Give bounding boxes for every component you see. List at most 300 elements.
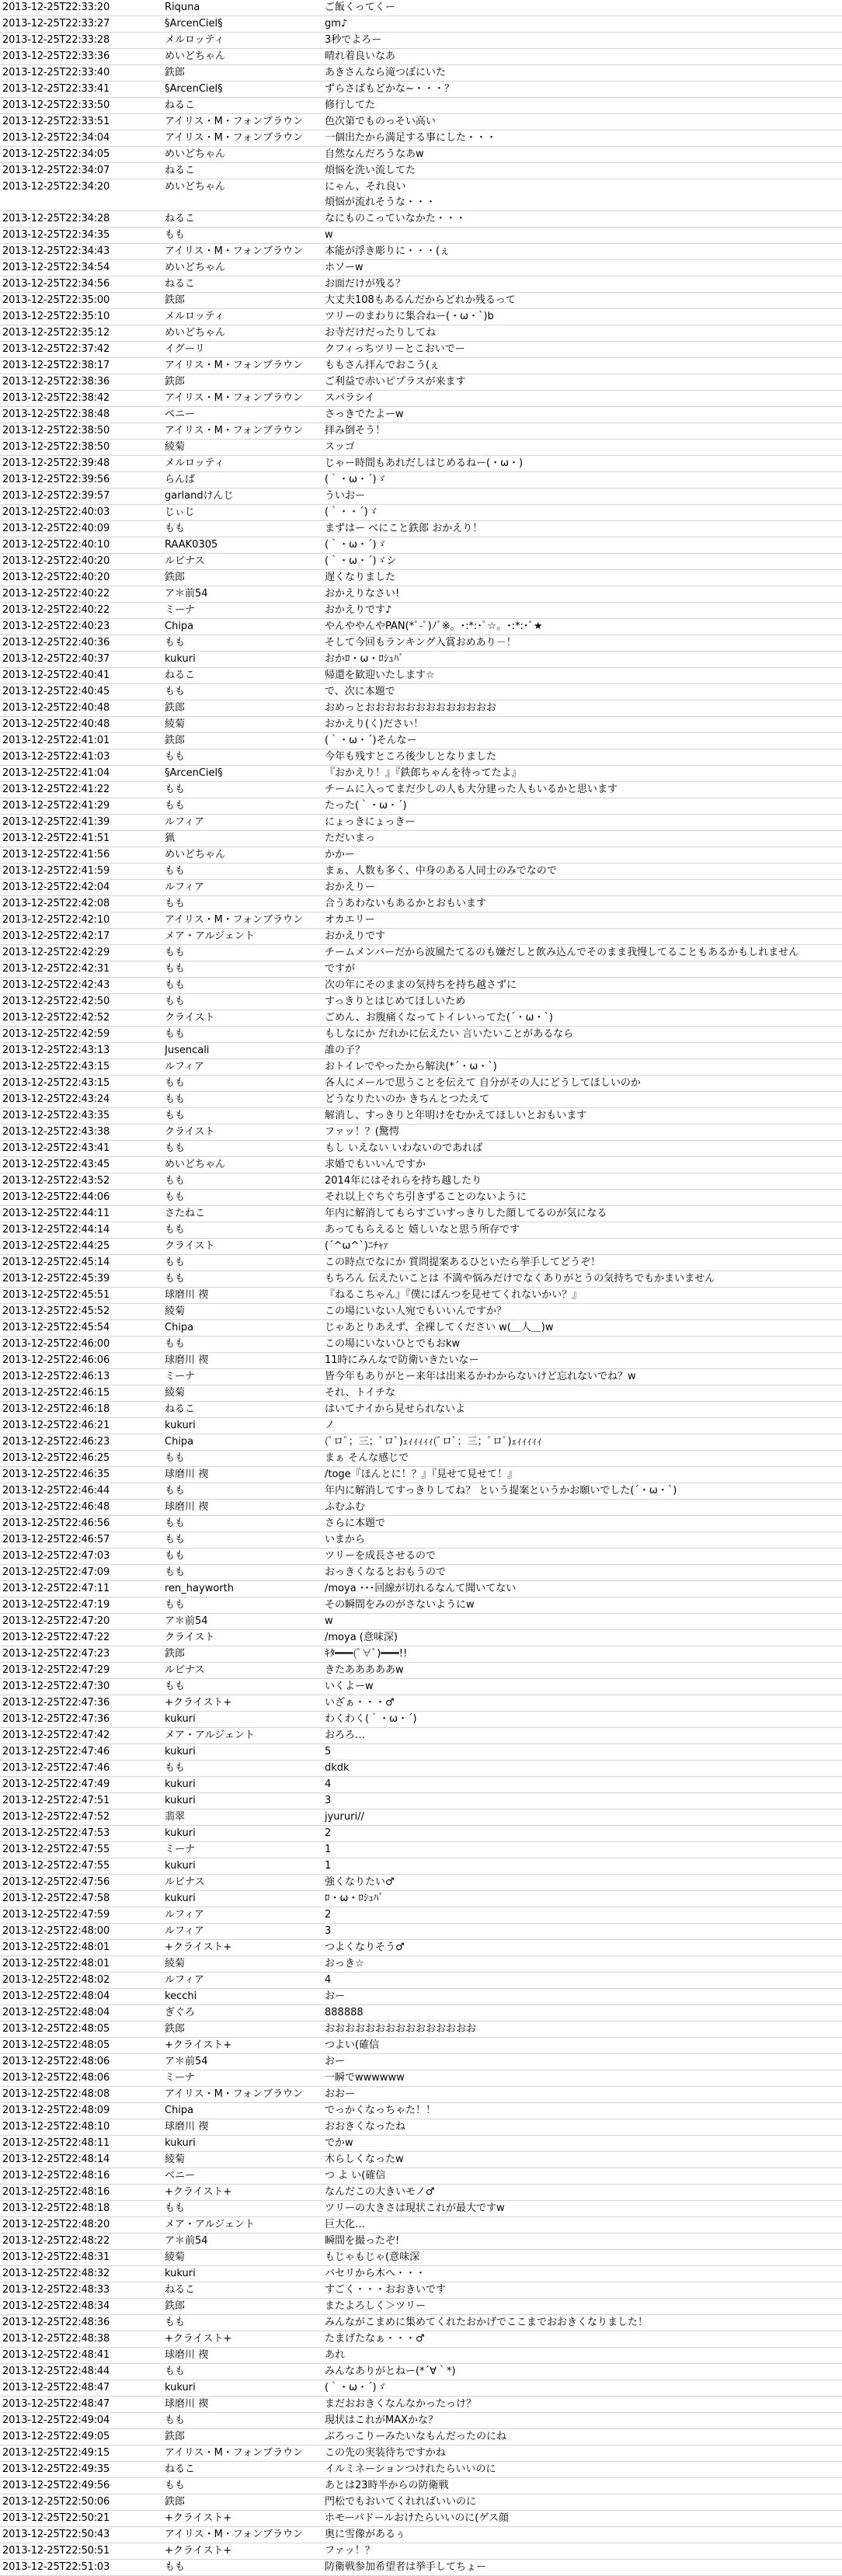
username-cell: もも (165, 2317, 186, 2328)
timestamp-cell: 2013-12-25T22:43:15 (2, 1077, 110, 1089)
username-cell: めいどちゃん (165, 50, 226, 62)
message-cell: おかﾛ・ω・ﾛｼｭﾊﾞ (325, 653, 404, 665)
log-row (0, 1239, 842, 1255)
log-row (0, 570, 842, 586)
log-row (0, 2152, 842, 2168)
message-cell: ツリーの大きさは現状これが最大ですw (325, 2202, 505, 2214)
log-row (0, 603, 842, 619)
message-cell: もし いえない いわないのであれば (325, 1142, 483, 1154)
message-cell: 煩悩を洗い流してた (325, 165, 416, 176)
username-cell: ルフィア (165, 1909, 204, 1921)
message-cell: おめっとおおおおおおおおおおおおお (325, 702, 496, 714)
message-cell: ツリーを成長させるので (325, 1550, 437, 1562)
username-cell: 綾菊 (165, 718, 186, 730)
message-cell: 3 (325, 1795, 332, 1806)
log-row (0, 1793, 842, 1809)
message-cell: あきさんなら滝つぼにいた (325, 67, 447, 78)
message-cell: バセリから木へ・・・ (325, 2268, 426, 2279)
message-cell: 修行してた (325, 99, 376, 111)
message-cell: おおー (325, 2088, 356, 2100)
username-cell: +クライスト+ (165, 1697, 232, 1709)
username-cell: 鉄郎 (165, 2496, 186, 2508)
username-cell: もも (165, 1273, 186, 1285)
log-row (0, 831, 842, 847)
username-cell: めいどちゃん (165, 849, 226, 860)
timestamp-cell: 2013-12-25T22:35:12 (2, 327, 110, 339)
message-cell: 誰の子？ (325, 1045, 366, 1056)
log-row (0, 1076, 842, 1092)
message-cell: 解消し、すっきりと年明けをむかえてほしいとおもいます (325, 1110, 587, 1121)
message-cell: 木らしくなったw (325, 2154, 404, 2165)
log-row (0, 2299, 842, 2315)
username-cell: アイリス・M・フォンブラウン (165, 392, 304, 404)
message-cell: もじゃもじゃ(意味深 (325, 2251, 420, 2263)
timestamp-cell: 2013-12-25T22:49:15 (2, 2447, 110, 2459)
username-cell: メア・アルジェント (165, 1730, 255, 1741)
log-row (0, 1940, 842, 1956)
log-row (0, 423, 842, 440)
message-cell: なんだこの大きいモノ♂ (325, 2186, 435, 2198)
timestamp-cell: 2013-12-25T22:51:03 (2, 2561, 110, 2573)
message-cell: 色次第でものっそい高い (325, 116, 436, 127)
timestamp-cell: 2013-12-25T22:50:51 (2, 2545, 110, 2557)
username-cell: もも (165, 523, 186, 534)
username-cell: メア・アルジェント (165, 2219, 255, 2230)
timestamp-cell: 2013-12-25T22:46:13 (2, 1371, 110, 1382)
message-cell: おっきくなるとおもうので (325, 1566, 447, 1578)
username-cell: +クライスト+ (165, 1942, 232, 1953)
timestamp-cell: 2013-12-25T22:45:39 (2, 1273, 110, 1285)
message-cell: イルミネーションつけれたらいいのに (325, 2463, 496, 2475)
message-cell: ホソーw (325, 262, 364, 273)
message-cell: おかえり(く)ださい！ (325, 718, 424, 730)
username-cell: 鉄郎 (165, 702, 186, 714)
log-row (0, 2005, 842, 2022)
message-cell: チームメンバーだから波風たてるのも嫌だしと飲み込んでそのまま我慢してることもあるかもしれません (325, 947, 799, 958)
username-cell: +クライスト+ (165, 2512, 232, 2524)
log-row (0, 2054, 842, 2070)
timestamp-cell: 2013-12-25T22:48:10 (2, 2121, 110, 2133)
log-row (0, 1549, 842, 1565)
username-cell: ルビナス (165, 555, 205, 567)
timestamp-cell: 2013-12-25T22:42:43 (2, 979, 110, 991)
username-cell: +クライスト+ (165, 2545, 232, 2557)
log-row (0, 276, 842, 293)
timestamp-cell: 2013-12-25T22:34:05 (2, 148, 110, 160)
log-row (0, 2315, 842, 2331)
username-cell: もも (165, 1077, 186, 1089)
timestamp-cell: 2013-12-25T22:34:28 (2, 213, 110, 224)
username-cell: もも (165, 963, 186, 975)
log-row (0, 488, 842, 505)
username-cell: ルビナス (165, 1664, 205, 1676)
log-row (0, 1434, 842, 1451)
username-cell: 綾菊 (165, 2251, 186, 2263)
username-cell: kukuri (165, 1713, 196, 1725)
timestamp-cell: 2013-12-25T22:47:36 (2, 1697, 110, 1709)
timestamp-cell: 2013-12-25T22:46:35 (2, 1469, 110, 1480)
username-cell: Chipa (165, 2105, 194, 2116)
log-row (0, 1125, 842, 1141)
log-row (0, 1989, 842, 2005)
message-cell: 各人にメールで思うことを伝えて 自分がその人にどうしてほしいのか (325, 1077, 641, 1089)
message-cell: つよい(確信 (325, 2039, 380, 2051)
log-row (0, 1271, 842, 1288)
timestamp-cell: 2013-12-25T22:46:48 (2, 1501, 110, 1513)
username-cell: kukuri (165, 1746, 196, 1757)
message-cell: お寺だけだったりしてね (325, 327, 437, 339)
log-row (0, 1646, 842, 1663)
timestamp-cell: 2013-12-25T22:46:23 (2, 1436, 110, 1448)
timestamp-cell: 2013-12-25T22:47:30 (2, 1681, 110, 1692)
timestamp-cell: 2013-12-25T22:45:52 (2, 1305, 110, 1317)
log-row (0, 2478, 842, 2494)
timestamp-cell: 2013-12-25T22:48:32 (2, 2268, 110, 2279)
timestamp-cell: 2013-12-25T22:41:56 (2, 849, 110, 860)
username-cell: もも (165, 800, 186, 812)
log-row (0, 1092, 842, 1108)
username-cell: ねるこ (165, 2284, 196, 2296)
username-cell: アイリス・M・フォンブラウン (165, 914, 304, 926)
message-cell: この場にいない人宛でもいいんですか？ (325, 1305, 507, 1317)
timestamp-cell: 2013-12-25T22:41:03 (2, 751, 110, 763)
username-cell: 綾菊 (165, 441, 186, 453)
timestamp-cell: 2013-12-25T22:43:35 (2, 1110, 110, 1121)
timestamp-cell: 2013-12-25T22:40:41 (2, 669, 110, 681)
username-cell: 鉄郎 (165, 735, 186, 746)
log-row (0, 374, 842, 391)
timestamp-cell: 2013-12-25T22:41:04 (2, 767, 110, 779)
message-cell: 2014年にはそれらを持ち越したり (325, 1175, 482, 1187)
username-cell: もも (165, 898, 186, 909)
message-cell: 1 (325, 1844, 332, 1855)
timestamp-cell: 2013-12-25T22:38:42 (2, 392, 110, 404)
log-row (0, 391, 842, 407)
message-cell: 3秒でよろー (325, 34, 382, 46)
log-row (0, 2494, 842, 2511)
timestamp-cell: 2013-12-25T22:41:29 (2, 800, 110, 812)
timestamp-cell: 2013-12-25T22:46:00 (2, 1338, 110, 1350)
timestamp-cell: 2013-12-25T22:43:38 (2, 1126, 110, 1138)
username-cell: kukuri (165, 2268, 196, 2279)
username-cell: §ArcenCiel§ (165, 767, 223, 779)
message-cell: にゃん、それ良い 煩悩が流れそうな・・・ (325, 181, 437, 208)
timestamp-cell: 2013-12-25T22:34:54 (2, 262, 110, 273)
message-cell: やんややんやPAN(*ﾟ-ﾟ)ﾉﾞ※。･:*:･ﾟ☆。･:*:･ﾟ★ (325, 621, 543, 632)
timestamp-cell: 2013-12-25T22:48:31 (2, 2251, 110, 2263)
log-row (0, 505, 842, 521)
log-row (0, 65, 842, 82)
log-row (0, 994, 842, 1010)
message-cell: 11時にみんなで防衛いきたいなー (325, 1354, 479, 1366)
log-row (0, 2070, 842, 2087)
timestamp-cell: 2013-12-25T22:33:51 (2, 116, 110, 127)
log-row (0, 700, 842, 717)
message-cell: ふむふむ (325, 1501, 366, 1513)
log-row (0, 815, 842, 831)
log-row (0, 260, 842, 276)
log-row (0, 163, 842, 179)
log-row (0, 293, 842, 309)
message-cell: ぶろっこりーみたいなもんだったのにね (325, 2431, 507, 2442)
timestamp-cell: 2013-12-25T22:33:20 (2, 2, 110, 13)
username-cell: Chipa (165, 621, 194, 632)
message-cell: おトイレでやったから解決(*´・ω・`) (325, 1061, 497, 1072)
message-cell: つよくなりそう♂ (325, 1942, 405, 1953)
timestamp-cell: 2013-12-25T22:42:50 (2, 996, 110, 1007)
timestamp-cell: 2013-12-25T22:48:01 (2, 1942, 110, 1953)
log-row (0, 2038, 842, 2054)
message-cell: いくよーw (325, 1681, 374, 1692)
message-cell: 現状はこれがMAXかな？ (325, 2414, 439, 2426)
timestamp-cell: 2013-12-25T22:33:40 (2, 67, 110, 78)
log-row (0, 1451, 842, 1467)
message-cell: にょっきにょっきー (325, 816, 416, 828)
log-row (0, 342, 842, 358)
log-row (0, 1288, 842, 1304)
message-cell: スッゴ (325, 441, 355, 453)
message-cell: またよろしく＞ツリー (325, 2300, 426, 2312)
message-cell: 拝み倒そう！ (325, 425, 386, 436)
timestamp-cell: 2013-12-25T22:48:16 (2, 2170, 110, 2181)
timestamp-cell: 2013-12-25T22:47:52 (2, 1811, 110, 1823)
message-cell: ノ (325, 1420, 336, 1431)
message-cell: ご利益で赤いピプラスが来ます (325, 376, 466, 388)
timestamp-cell: 2013-12-25T22:48:44 (2, 2366, 110, 2377)
message-cell: つ よ い(確信 (325, 2170, 386, 2181)
log-row (0, 1516, 842, 1532)
log-row (0, 2446, 842, 2462)
timestamp-cell: 2013-12-25T22:46:15 (2, 1387, 110, 1399)
log-row (0, 2168, 842, 2185)
log-row (0, 2250, 842, 2266)
username-cell: 鉄郎 (165, 2023, 186, 2035)
log-row (0, 440, 842, 456)
log-row (0, 211, 842, 228)
timestamp-cell: 2013-12-25T22:34:43 (2, 245, 110, 257)
log-row (0, 521, 842, 537)
username-cell: じぃじ (165, 506, 195, 518)
username-cell: Riquna (165, 2, 200, 13)
log-row (0, 2087, 842, 2103)
log-row (0, 2185, 842, 2201)
username-cell: もも (165, 1534, 186, 1545)
timestamp-cell: 2013-12-25T22:50:06 (2, 2496, 110, 2508)
timestamp-cell: 2013-12-25T22:38:36 (2, 376, 110, 388)
message-cell: ずらさばもどかな~・・・？ (325, 83, 454, 95)
username-cell: さたねこ (165, 1208, 206, 1219)
message-cell: いざぁ・・・♂ (325, 1697, 395, 1709)
username-cell: ルフィア (165, 1925, 204, 1937)
username-cell: §ArcenCiel§ (165, 18, 223, 30)
log-row (0, 2462, 842, 2478)
message-cell: ただいまっ (325, 833, 376, 844)
username-cell: ねるこ (165, 99, 196, 111)
message-cell: (｀・ω・´)ゞシ (325, 555, 397, 567)
timestamp-cell: 2013-12-25T22:47:36 (2, 1713, 110, 1725)
message-cell: gm♪ (325, 18, 348, 30)
timestamp-cell: 2013-12-25T22:34:56 (2, 278, 110, 290)
log-row (0, 2266, 842, 2282)
username-cell: もも (165, 1550, 186, 1562)
timestamp-cell: 2013-12-25T22:34:04 (2, 132, 110, 144)
timestamp-cell: 2013-12-25T22:47:58 (2, 1893, 110, 1904)
username-cell: メルロッティ (165, 311, 224, 322)
message-cell: さっきでたよーw (325, 408, 404, 420)
username-cell: めいどちゃん (165, 327, 226, 339)
username-cell: ミーナ (165, 2072, 196, 2084)
message-cell: でかw (325, 2137, 353, 2149)
log-row (0, 1956, 842, 1973)
message-cell: 年内に解消してすっきりしてね？ という提案というかお願いでした(´・ω・`) (325, 1485, 677, 1497)
timestamp-cell: 2013-12-25T22:47:20 (2, 1615, 110, 1627)
timestamp-cell: 2013-12-25T22:40:22 (2, 604, 110, 616)
log-row (0, 1337, 842, 1353)
message-cell: なにものこっていなかた・・・ (325, 213, 466, 224)
timestamp-cell: 2013-12-25T22:47:22 (2, 1632, 110, 1643)
timestamp-cell: 2013-12-25T22:39:56 (2, 474, 110, 485)
message-cell: じゃあとりあえず、全裸してください w(＿人＿)w (325, 1322, 554, 1333)
username-cell: §ArcenCiel§ (165, 83, 223, 95)
timestamp-cell: 2013-12-25T22:48:16 (2, 2186, 110, 2198)
log-row (0, 1059, 842, 1076)
username-cell: クライスト (165, 1012, 215, 1024)
username-cell: もも (165, 1110, 186, 1121)
message-cell: 3 (325, 1925, 332, 1937)
message-cell: 自然なんだろうなあw (325, 148, 424, 160)
message-cell: (｀・ω・´)ゞ (325, 539, 387, 551)
username-cell: 鉄郎 (165, 294, 186, 306)
log-row (0, 2348, 842, 2364)
timestamp-cell: 2013-12-25T22:37:42 (2, 343, 110, 355)
log-row (0, 33, 842, 49)
timestamp-cell: 2013-12-25T22:47:46 (2, 1746, 110, 1757)
timestamp-cell: 2013-12-25T22:40:48 (2, 702, 110, 714)
username-cell: Chipa (165, 1322, 194, 1333)
username-cell: +クライスト+ (165, 2186, 232, 2198)
message-cell: /toge『ほんとに！？』『見せて見せて！』 (325, 1469, 518, 1480)
timestamp-cell: 2013-12-25T22:47:46 (2, 1762, 110, 1774)
message-cell: あれ (325, 2349, 346, 2361)
log-row (0, 1157, 842, 1173)
message-cell: おかえりなさい! (325, 588, 400, 600)
timestamp-cell: 2013-12-25T22:48:20 (2, 2219, 110, 2230)
log-row (0, 1010, 842, 1027)
timestamp-cell: 2013-12-25T22:48:38 (2, 2333, 110, 2345)
timestamp-cell: 2013-12-25T22:48:05 (2, 2039, 110, 2051)
log-row (0, 114, 842, 130)
message-cell: 『ねるこちゃん』『僕にぱんつを見せてくれないかい？』 (325, 1289, 583, 1301)
username-cell: 綾菊 (165, 1305, 186, 1317)
message-cell: じゃー時間もあれだしはじめるねー(・ω・) (325, 457, 524, 469)
message-cell: それ、トイチな (325, 1387, 396, 1399)
message-cell: わくわく(｀・ω・´) (325, 1713, 417, 1725)
message-cell: はいてナイから見せられないよ (325, 1403, 466, 1415)
log-row (0, 2119, 842, 2136)
message-cell: どうなりたいのか きちんとつたえて (325, 1093, 489, 1105)
message-cell: 遅くなりました (325, 572, 396, 583)
username-cell: 鉄郎 (165, 67, 186, 78)
message-cell: 一個出たから満足する事にした・・・ (325, 132, 497, 144)
log-row (0, 586, 842, 603)
username-cell: アイリス・M・フォンブラウン (165, 2447, 304, 2459)
log-row (0, 798, 842, 815)
log-row (0, 1597, 842, 1614)
log-row (0, 456, 842, 472)
timestamp-cell: 2013-12-25T22:48:02 (2, 1974, 110, 1986)
timestamp-cell: 2013-12-25T22:46:21 (2, 1420, 110, 1431)
username-cell: 球磨川 禊 (165, 1354, 209, 1366)
log-row (0, 1500, 842, 1516)
timestamp-cell: 2013-12-25T22:47:56 (2, 1876, 110, 1888)
message-cell: クフィっちツリーとこおいでー (325, 343, 465, 355)
message-cell: 強くなりたい♂ (325, 1876, 395, 1888)
username-cell: もも (165, 2561, 186, 2573)
message-cell: たまげたなぁ・・・♂ (325, 2333, 425, 2345)
log-row (0, 1108, 842, 1125)
timestamp-cell: 2013-12-25T22:40:20 (2, 572, 110, 583)
username-cell: もも (165, 1093, 186, 1105)
timestamp-cell: 2013-12-25T22:41:22 (2, 784, 110, 795)
log-row (0, 847, 842, 864)
username-cell: 綾菊 (165, 2154, 186, 2165)
timestamp-cell: 2013-12-25T22:45:54 (2, 1322, 110, 1333)
message-cell: もちろん 伝えたいことは 不満や悩みだけでなくありがとうの気持ちでもかまいません (325, 1273, 715, 1285)
username-cell: ルフィア (165, 1974, 204, 1986)
message-cell: ｷﾀ━━━(ﾟ∀ﾟ)━━━!! (325, 1648, 408, 1660)
message-cell: (´^ω^`)ﾆﾁｬｧ (325, 1240, 388, 1252)
timestamp-cell: 2013-12-25T22:35:10 (2, 311, 110, 322)
username-cell: メア・アルジェント (165, 930, 255, 942)
timestamp-cell: 2013-12-25T22:48:11 (2, 2137, 110, 2149)
timestamp-cell: 2013-12-25T22:47:53 (2, 1827, 110, 1839)
timestamp-cell: 2013-12-25T22:42:10 (2, 914, 110, 926)
log-row (0, 1353, 842, 1369)
username-cell: もも (165, 1028, 186, 1040)
log-row (0, 880, 842, 896)
username-cell: ベニー (165, 408, 196, 420)
log-row (0, 1924, 842, 1940)
timestamp-cell: 2013-12-25T22:39:57 (2, 490, 110, 502)
message-cell: まぁ そんな感じで (325, 1452, 409, 1464)
log-row (0, 1907, 842, 1924)
message-cell: 防衛戦参加希望者は挙手してちょー (325, 2561, 487, 2573)
log-row (0, 913, 842, 929)
log-row (0, 1875, 842, 1891)
log-row (0, 130, 842, 147)
log-row (0, 1728, 842, 1744)
log-row (0, 1614, 842, 1630)
message-cell: w (325, 1615, 333, 1627)
timestamp-cell: 2013-12-25T22:34:20 (2, 181, 110, 193)
username-cell: もも (165, 784, 186, 795)
log-row (0, 782, 842, 798)
log-row (0, 472, 842, 488)
log-row (0, 2543, 842, 2560)
message-cell: おー (325, 1990, 346, 2002)
message-cell: すごく・・・おおきいです (325, 2284, 447, 2296)
message-cell: 次の年にそのままの気持ちを持ち越さずに (325, 979, 517, 991)
message-cell: 求婚でもいいんですか (325, 1159, 426, 1170)
message-cell: ごめん、お腹痛くなってトイレいってた(´・ω・`) (325, 1012, 553, 1024)
log-row (0, 978, 842, 994)
message-cell: 奥に雪像があるぅ (325, 2529, 406, 2540)
log-row (0, 309, 842, 325)
message-cell: おかえりです♪ (325, 604, 392, 616)
log-row (0, 1320, 842, 1337)
message-cell: 888888 (325, 2007, 364, 2018)
message-cell: (｀・ω・´)ゞ (325, 2382, 387, 2393)
